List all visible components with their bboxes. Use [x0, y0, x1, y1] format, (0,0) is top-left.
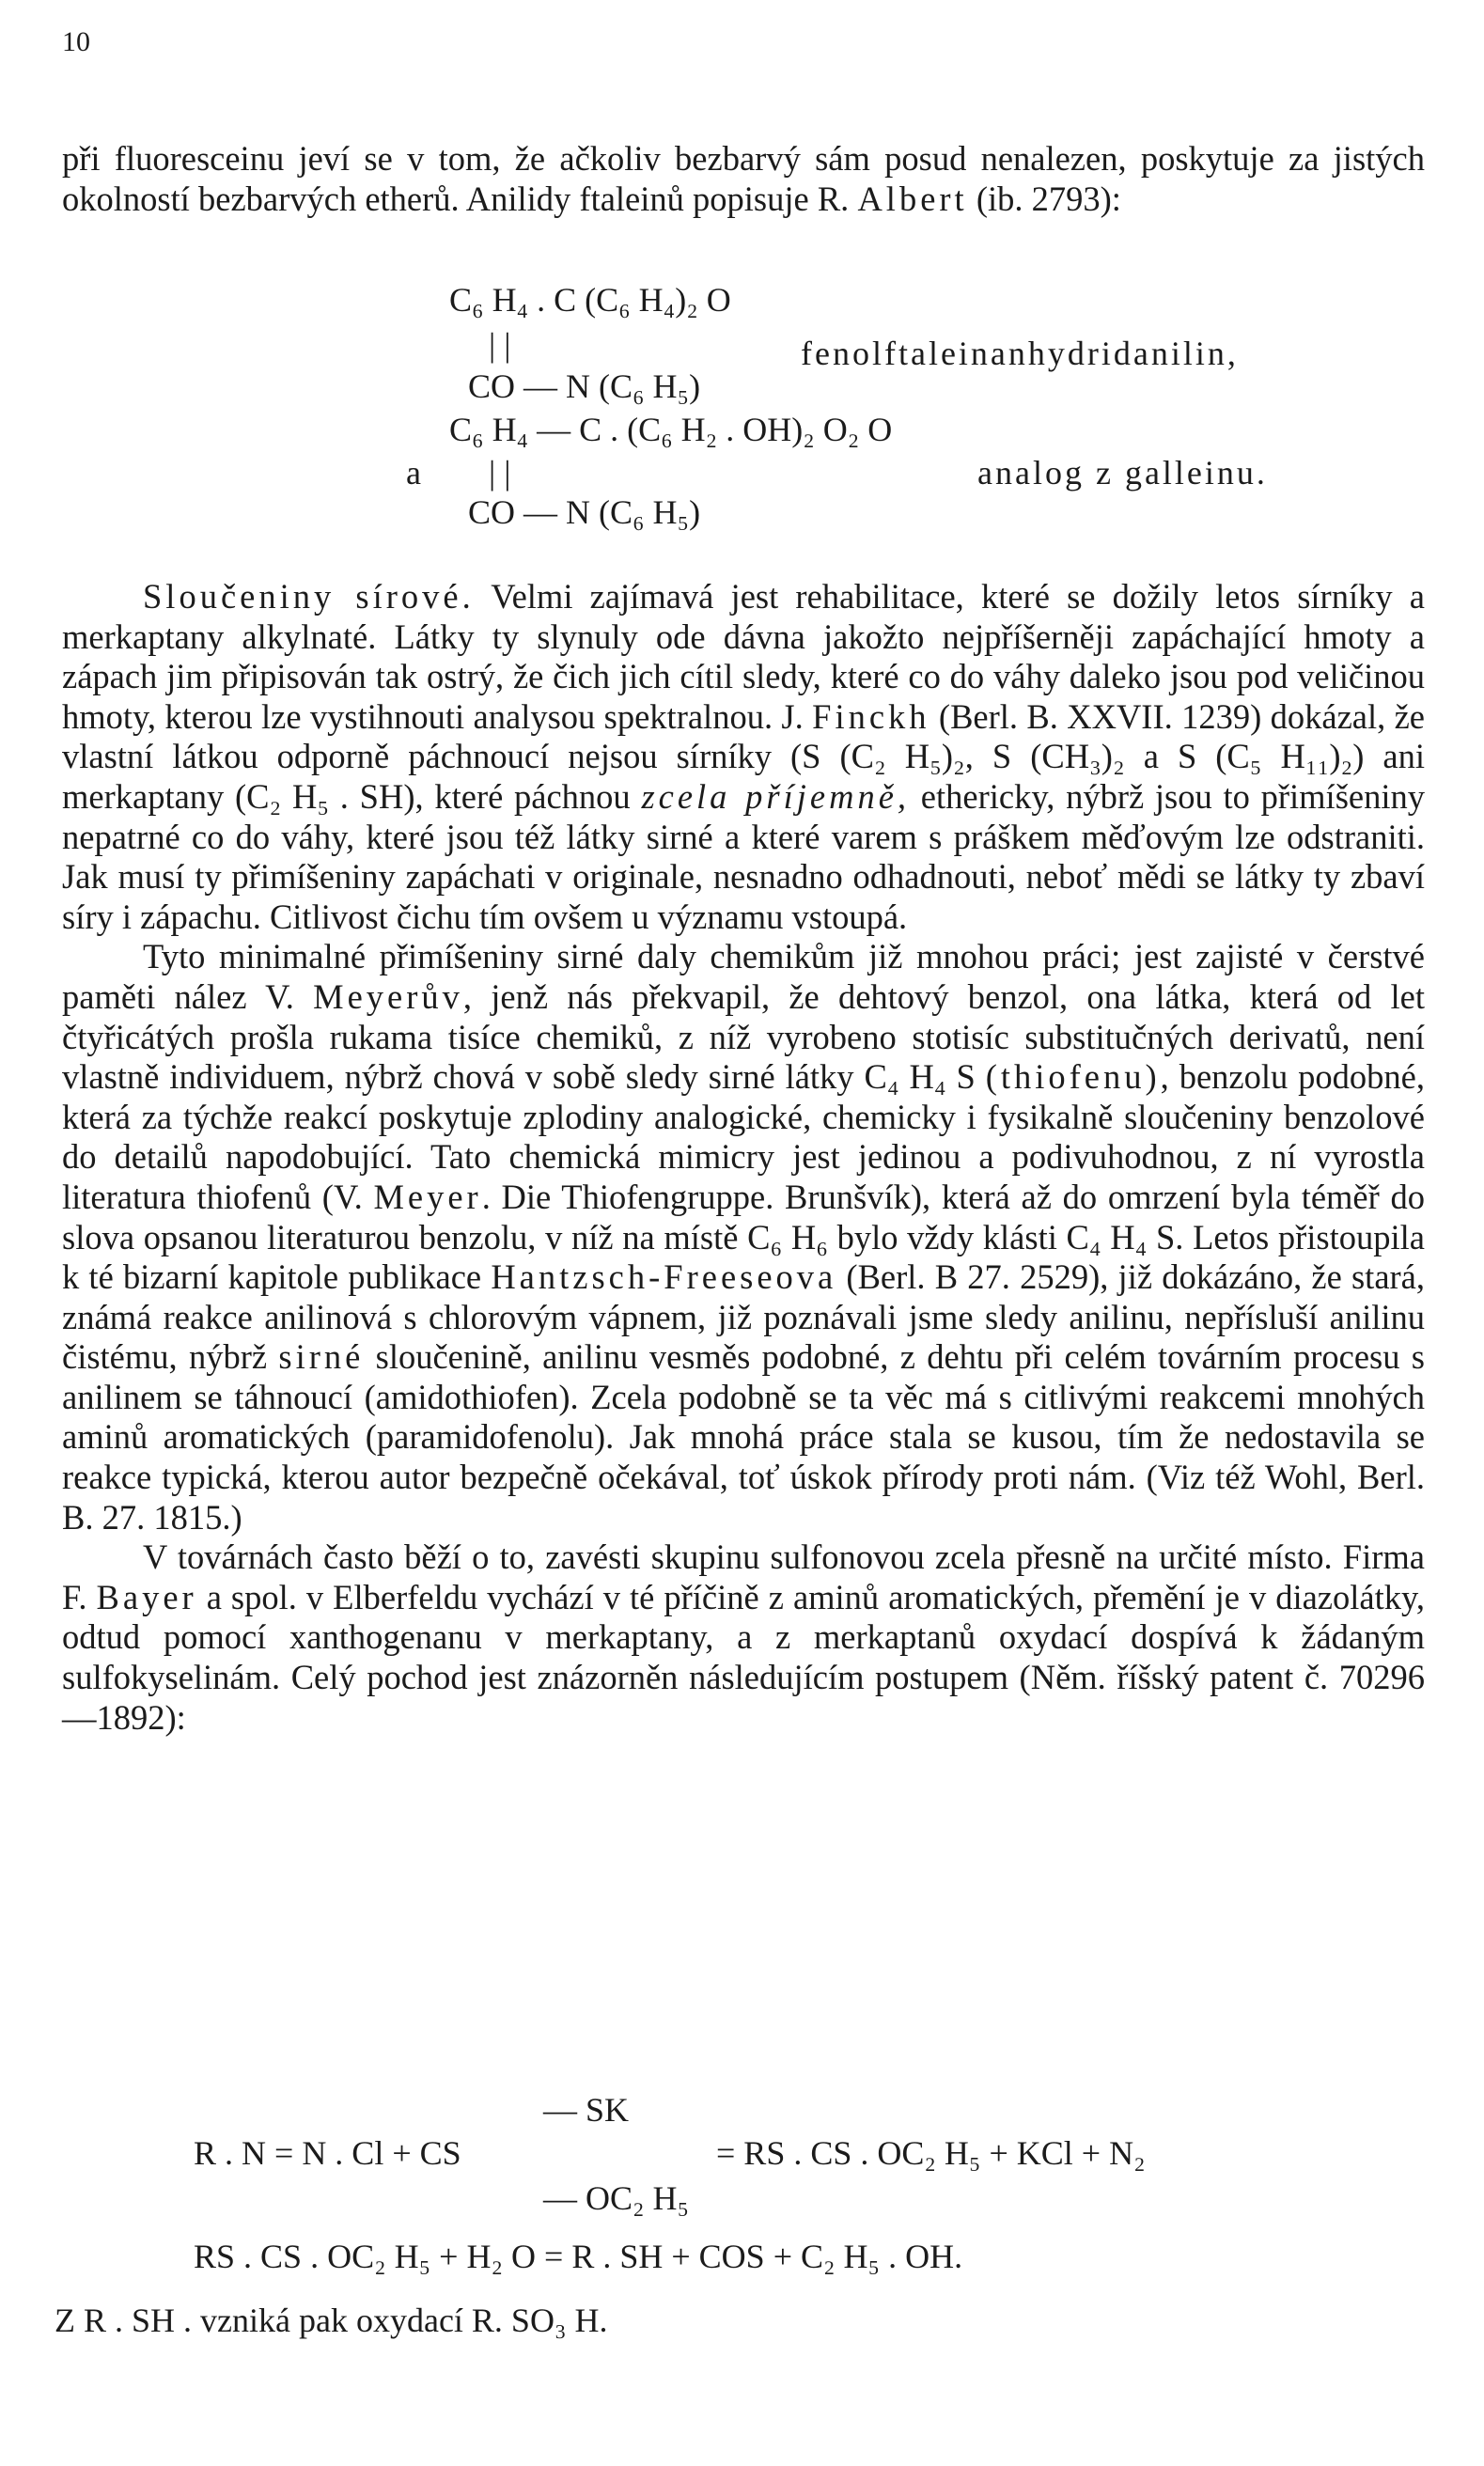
structure-1-bonds: | |: [489, 326, 511, 364]
paragraph-sulfur-compounds: [62, 577, 1425, 937]
body-text: [62, 577, 1425, 1738]
p3-text-d: . Die Thiofengruppe. Brunšvík), která až do omrzení byla téměř do slova opsanou literaturou benzolu, v níž na místě C₆ H₆ bylo vždy klásti C₄ H₄ S. Letos přistoupila k té bizarní kapitole publikace: [62, 1177, 1425, 1297]
equation-rhs: = RS . CS . OC₂ H₅ + KCl + N₂: [716, 2134, 1146, 2172]
p3-text-e: (Berl. B 27. 2529), již dokázáno, že stará, známá reakce anilinová s chlorovým vápnem, již poznávali jsme sledy anilinu, nepřísluší anilinu čistému, nýbrž: [62, 1257, 1425, 1377]
author-finckh: Finckh: [812, 696, 930, 736]
author-meyer-2: Meyer: [373, 1177, 482, 1216]
structure-1-line-1: C₆ H₄ . C (C₆ H₄)₂ O: [449, 281, 731, 319]
paragraph-sulfonation: [62, 1537, 1425, 1738]
paragraph-thiophene: [62, 937, 1425, 1537]
author-albert: Albert: [857, 179, 968, 218]
section-heading: Sloučeniny sírové.: [143, 577, 475, 616]
structure-2-line-1: C₆ H₄ — C . (C₆ H₂ . OH)₂ O₂ O: [449, 411, 893, 448]
p2-text-c: ethericky, nýbrž jsou to přimíšeniny nepatrné co do váhy, které jsou též látky sirné a které varem s práškem měďovým lze odstraniti. Jak musí ty přimíšeniny zapáchati v originale, nesnadno odhadnouti, neboť mědi se látky ty zbaví síry i zápachu. Citlivost čichu tím ovšem u významu vstoupá.: [62, 776, 1425, 936]
equation-final: Z R . SH . vzniká pak oxydací R. SO₃ H.: [55, 2302, 608, 2339]
structure-1-label: fenolftaleinanhydridanilin,: [801, 335, 1239, 372]
equation-second: RS . CS . OC₂ H₅ + H₂ O = R . SH + COS + C₂ H₅ . OH.: [194, 2238, 963, 2275]
p3-text-a: Tyto minimalné přimíšeniny sirné daly chemikům již mnohou práci; jest zajisté v čerstvé paměti nález V.: [62, 937, 1425, 1016]
p4-text-b: a spol. v Elberfeldu vychází v té příčině z aminů aromatických, přemění je v diazolátky, odtud pomocí xanthogenanu v merkaptany, a z merkaptanů oxydací dospívá k žádaným sulfokyselinám. Celý pochod jest znázorněn následujícím postupem (Něm. říšský patent č. 70296—1892):: [62, 1577, 1425, 1737]
structure-1-line-3: CO — N (C₆ H₅): [468, 367, 701, 405]
p3-text-c: , benzolu podobné, která za týchže reakcí poskytuje zplodiny analogické, chemicky i fysikalně sloučeniny benzolové do detailů napodobující. Tato chemická mimicry jest jedinou a podivuhodnou, z ní vyrostla literatura thiofenů (V.: [62, 1057, 1425, 1216]
intro-paragraph: [62, 139, 1425, 219]
company-bayer: Bayer: [96, 1577, 197, 1616]
author-meyer: Meyerův: [313, 976, 463, 1016]
term-thiofen: (thiofenu): [985, 1057, 1161, 1097]
structure-conjunction: a: [406, 454, 421, 492]
p3-text-f: sloučenině, anilinu vesměs podobné, z dehtu při celém továrním procesu s anilinem se táhnoucí (amidothiofen). Zcela podobně se ta věc má s citlivými reakcemi mnohých aminů aromatických (paramidofenolu). Jak mnohá práce stala se kusou, tím že nedostavila se reakce typická, kterou autor bezpečně očekával, toť úskok přírody proti nám. (Viz též Wohl, Berl. B. 27. 1815.): [62, 1337, 1425, 1537]
equation-lhs: R . N = N . Cl + CS: [194, 2134, 461, 2172]
intro-text-a: při fluoresceinu jeví se v tom, že ačkoliv bezbarvý sám posud nenalezen, poskytuje za jistých okolností bezbarvých etherů. Anilidy ftaleinů popisuje R.: [62, 139, 1425, 218]
equation-bottom-branch: — OC₂ H₅: [543, 2179, 690, 2217]
structure-2-bonds: | |: [489, 454, 511, 492]
p3-text-b: , jenž nás překvapil, že dehtový benzol, ona látka, která od let čtyřicátých prošla rukama tisíce chemiků, z níž vyrobeno stotisíc substitučných derivatů, není vlastně individuem, nýbrž chová v sobě sledy sirné látky C₄ H₄ S: [62, 976, 1426, 1097]
p2-text-b: (Berl. B. XXVII. 1239) dokázal, že vlastní látkou odporně páchnoucí nejsou sírníky (S (C₂ H₅)₂, S (CH₃)₂ a S (C₅ H₁₁)₂) ani merkaptany (C₂ H₅ . SH), které páchnou: [62, 696, 1426, 816]
author-hantzsch-freese: Hantzsch-Freeseova: [491, 1257, 837, 1297]
page-number: 10: [62, 26, 90, 57]
structure-2-line-3: CO — N (C₆ H₅): [468, 493, 701, 531]
p4-text-a: V továrnách často běží o to, zavésti skupinu sulfonovou zcela přesně na určité místo. Firma F.: [62, 1537, 1425, 1616]
p2-emphasis: zcela příjemně,: [641, 776, 911, 816]
structure-2-label: analog z galleinu.: [977, 454, 1268, 492]
intro-text-b: (ib. 2793):: [967, 179, 1121, 218]
term-sirne: sirné: [278, 1337, 365, 1377]
equation-top-branch: — SK: [543, 2091, 630, 2129]
p2-text-a: Velmi zajímavá jest rehabilitace, které se dožily letos sírníky a merkaptany alkylnaté. Látky ty slynuly ode dávna jakožto nejpříšerněji zapáchající hmoty a zápach jim připisován tak ostrý, že čich jich cítil sledy, které co do váhy daleko jsou pod veličinou hmoty, kterou lze vystihnouti analysou spektralnou. J.: [62, 577, 1425, 736]
